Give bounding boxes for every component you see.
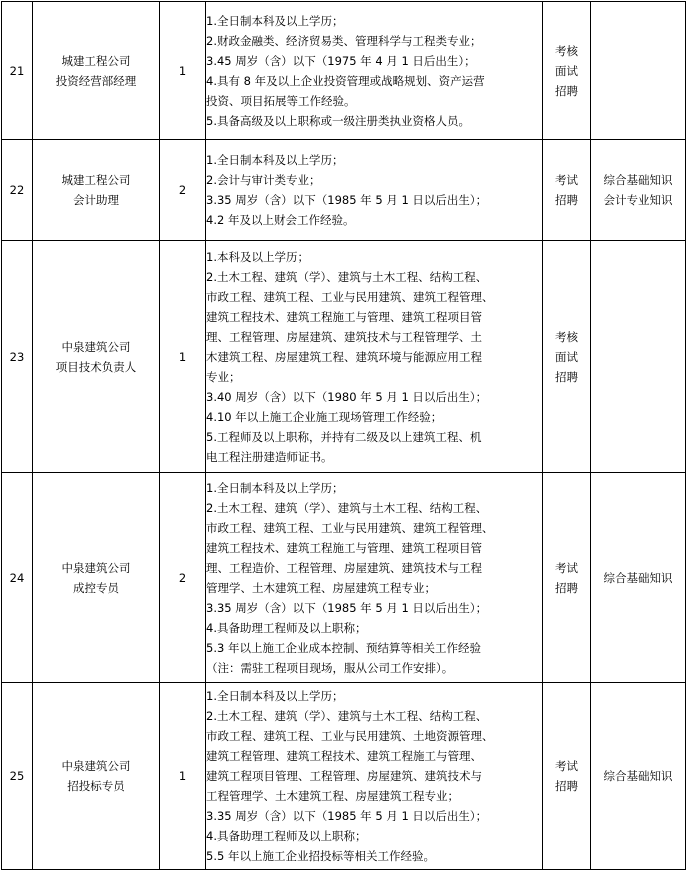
- headcount: 1: [160, 683, 206, 870]
- position-line: 会计助理: [73, 193, 119, 207]
- position-line: 中泉建筑公司: [61, 560, 131, 575]
- requirement-line: 2.土木工程、建筑（学）、建筑与土木工程、结构工程、: [206, 500, 488, 515]
- exam-subject-cell: [591, 140, 686, 241]
- requirement-line: 2.会计与审计类专业；: [206, 173, 321, 187]
- table-row: [2, 241, 686, 473]
- requirement-line: 4.具有 8 年及以上企业投资管理或战略规划、资产运营: [206, 73, 485, 88]
- requirement-line: 3.35 周岁（含）以下（1985 年 5 月 1 日以后出生）；: [206, 193, 488, 207]
- method-cell: [543, 140, 591, 241]
- position-cell: [33, 2, 160, 140]
- requirement-line: 4.10 年以上施工企业施工现场管理工作经验；: [206, 409, 443, 424]
- exam-subject-cell: [591, 2, 686, 140]
- position-cell: [33, 683, 160, 870]
- requirement-line: 2.土木工程、建筑（学）、建筑与土木工程、结构工程、: [206, 269, 488, 284]
- exam-subject-line: 会计专业知识: [603, 193, 673, 207]
- method-line: 招聘: [555, 193, 578, 207]
- requirements-cell: [206, 241, 543, 473]
- requirement-line: 2.财政金融类、经济贸易类、管理科学与工程类专业；: [206, 33, 482, 48]
- requirement-line: 5.具备高级及以上职称或一级注册类执业资格人员。: [206, 113, 470, 128]
- position-line: 城建工程公司: [61, 173, 131, 187]
- requirements-cell: [206, 473, 543, 683]
- position-line: 项目技术负责人: [55, 359, 137, 374]
- requirement-line: 1.本科及以上学历；: [206, 249, 309, 264]
- row-number: 24: [2, 473, 33, 683]
- row-number: 23: [2, 241, 33, 473]
- requirement-line: 4.具备助理工程师及以上职称；: [206, 620, 367, 635]
- position-line: 投资经营部经理: [55, 73, 137, 88]
- requirement-line: 5.5 年以上施工企业招投标等相关工作经验。: [206, 849, 435, 863]
- headcount: 2: [160, 140, 206, 241]
- exam-subject-cell: [591, 683, 686, 870]
- requirement-line: 市政工程、建筑工程、工业与民用建筑、土地资源管理、: [206, 729, 494, 743]
- requirement-line: 专业；: [206, 369, 241, 384]
- requirement-line: 管理学、土木建筑工程、房屋建筑工程专业；: [206, 580, 436, 595]
- requirement-line: 建筑工程技术、建筑工程施工与管理、建筑工程项目管: [206, 540, 482, 555]
- method-cell: [543, 683, 591, 870]
- method-line: 招聘: [555, 779, 578, 793]
- method-line: 考核: [555, 43, 578, 58]
- requirement-line: 2.土木工程、建筑（学）、建筑与土木工程、结构工程、: [206, 709, 488, 723]
- requirement-line: 建筑工程技术、建筑工程施工与管理、建筑工程项目管: [206, 309, 482, 324]
- requirement-line: 3.40 周岁（含）以下（1980 年 5 月 1 日以后出生）；: [206, 389, 488, 404]
- headcount: 2: [160, 473, 206, 683]
- position-cell: [33, 140, 160, 241]
- requirement-line: （注：需驻工程项目现场，服从公司工作安排）。: [206, 660, 454, 675]
- exam-subject-cell: [591, 473, 686, 683]
- requirement-line: 5.工程师及以上职称，并持有二级及以上建筑工程、机: [206, 429, 482, 444]
- position-line: 招投标专员: [67, 779, 125, 793]
- method-line: 面试: [555, 63, 578, 78]
- requirement-line: 3.35 周岁（含）以下（1985 年 5 月 1 日以后出生）；: [206, 809, 488, 823]
- exam-subject-cell: [591, 241, 686, 473]
- table-row: [2, 140, 686, 241]
- requirement-line: 市政工程、建筑工程、工业与民用建筑、建筑工程管理、: [206, 289, 494, 304]
- method-line: 面试: [555, 349, 578, 364]
- method-cell: [543, 241, 591, 473]
- requirement-line: 1.全日制本科及以上学历；: [206, 689, 344, 703]
- requirement-line: 工程管理学、土木建筑工程、房屋建筑工程专业；: [206, 789, 459, 803]
- requirement-line: 1.全日制本科及以上学历；: [206, 153, 344, 167]
- position-cell: [33, 473, 160, 683]
- requirement-line: 建筑工程项目管理、工程管理、房屋建筑、建筑技术与: [206, 769, 482, 783]
- headcount: 1: [160, 241, 206, 473]
- exam-subject-line: 综合基础知识: [603, 769, 673, 783]
- requirement-line: 4.2 年及以上财会工作经验。: [206, 213, 355, 227]
- requirement-line: 投资、项目拓展等工作经验。: [206, 93, 356, 108]
- requirement-line: 3.35 周岁（含）以下（1985 年 5 月 1 日以后出生）；: [206, 600, 488, 615]
- method-cell: [543, 2, 591, 140]
- table-row: [2, 683, 686, 870]
- requirement-line: 木建筑工程、房屋建筑工程、建筑环境与能源应用工程: [206, 349, 482, 364]
- headcount: 1: [160, 2, 206, 140]
- requirements-cell: [206, 2, 543, 140]
- row-number: 25: [2, 683, 33, 870]
- method-line: 招聘: [555, 580, 578, 595]
- position-line: 中泉建筑公司: [61, 339, 131, 354]
- exam-subject-line: 综合基础知识: [603, 570, 673, 585]
- method-line: 考试: [555, 560, 578, 575]
- position-line: 成控专员: [73, 580, 119, 595]
- row-number: 21: [2, 2, 33, 140]
- table-row: [2, 2, 686, 140]
- requirement-line: 电工程注册建造师证书。: [206, 449, 333, 464]
- position-line: 中泉建筑公司: [61, 759, 131, 773]
- requirement-line: 1.全日制本科及以上学历；: [206, 13, 344, 28]
- method-cell: [543, 473, 591, 683]
- requirement-line: 1.全日制本科及以上学历；: [206, 480, 344, 495]
- table-body: [2, 2, 686, 870]
- recruitment-table: [1, 1, 686, 870]
- position-line: 城建工程公司: [61, 53, 131, 68]
- requirement-line: 理、工程造价、工程管理、房屋建筑、建筑技术与工程: [206, 560, 482, 575]
- method-line: 考试: [555, 759, 578, 773]
- requirement-line: 理、工程管理、房屋建筑、建筑技术与工程管理学、土: [206, 329, 482, 344]
- requirement-line: 4.具备助理工程师及以上职称；: [206, 829, 367, 843]
- table-row: [2, 473, 686, 683]
- requirement-line: 5.3 年以上施工企业成本控制、预结算等相关工作经验: [206, 640, 481, 655]
- method-line: 考试: [555, 173, 578, 187]
- requirement-line: 建筑工程管理、建筑工程技术、建筑工程施工与管理、: [206, 749, 482, 763]
- method-line: 考核: [555, 329, 578, 344]
- position-cell: [33, 241, 160, 473]
- requirements-cell: [206, 140, 543, 241]
- requirement-line: 市政工程、建筑工程、工业与民用建筑、建筑工程管理、: [206, 520, 494, 535]
- exam-subject-line: 综合基础知识: [603, 173, 673, 187]
- row-number: 22: [2, 140, 33, 241]
- method-line: 招聘: [555, 83, 578, 98]
- requirements-cell: [206, 683, 543, 870]
- method-line: 招聘: [555, 369, 578, 384]
- requirement-line: 3.45 周岁（含）以下（1975 年 4 月 1 日后出生）；: [206, 53, 476, 68]
